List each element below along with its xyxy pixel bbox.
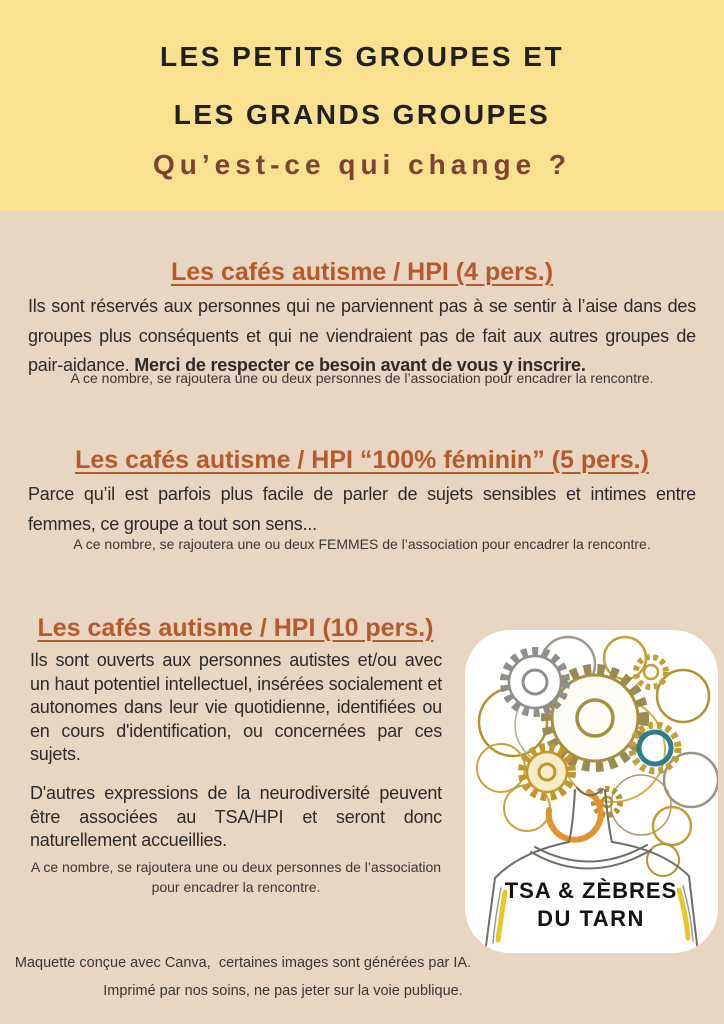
section2-note: A ce nombre, se rajoutera une ou deux FEMMES de l’association pour encadrer la rencontre. [73, 536, 651, 552]
section1-note: A ce nombre, se rajoutera une ou deux personnes de l’association pour encadrer la rencontre. [70, 370, 654, 386]
section1-body-bold: Merci de respecter ce besoin avant de vous y inscrire. [134, 355, 586, 375]
page-title-line1: LES PETITS GROUPES ET [159, 41, 565, 72]
section1-body-regular: Ils sont réservés aux personnes qui ne parviennent pas à se sentir à l’aise dans des groupes plus conséquents et qui ne viendraient pas de fait aux autres groupes de pair-aidance. [28, 296, 696, 375]
page-subtitle: Qu’est-ce qui change ? [152, 149, 572, 180]
footer-print-notice: Imprimé par nos soins, ne pas jeter sur la voie publique. [103, 983, 463, 999]
section3-body2: D'autres expressions de la neurodiversité peuvent être associées au TSA/HPI et seront donc naturellement accueillies. [30, 783, 442, 850]
shirt-text-line2: DU TARN [537, 906, 645, 931]
gear-upper-left [504, 651, 566, 713]
footer-credit-canva: Maquette conçue avec Canva, certaines images sont générées par IA. [14, 955, 472, 971]
section2-heading: Les cafés autisme / HPI “100% féminin” (5 pers.) [75, 446, 649, 474]
section3-body1: Ils sont ouverts aux personnes autistes et/ou avec un haut potentiel intellectuel, insérées socialement et autonomes dans leur vie quotidienne, identifiées ou en cours d'identification, ou concernées par ces sujets. [30, 650, 442, 764]
head-gears-illustration [465, 630, 718, 953]
section3-heading: Les cafés autisme / HPI (10 pers.) [37, 614, 434, 642]
illustration-card [465, 630, 718, 953]
page-title-line2: LES GRANDS GROUPES [173, 99, 551, 130]
section1-heading: Les cafés autisme / HPI (4 pers.) [170, 258, 554, 286]
section3-note: A ce nombre, se rajoutera une ou deux personnes de l’association pour encadrer la rencontre. [30, 859, 442, 895]
section2-body: Parce qu’il est parfois plus facile de parler de sujets sensibles et intimes entre femmes, ce groupe a tout son sens... [28, 484, 696, 534]
shirt-text-line1: TSA & ZÈBRES [504, 878, 678, 903]
